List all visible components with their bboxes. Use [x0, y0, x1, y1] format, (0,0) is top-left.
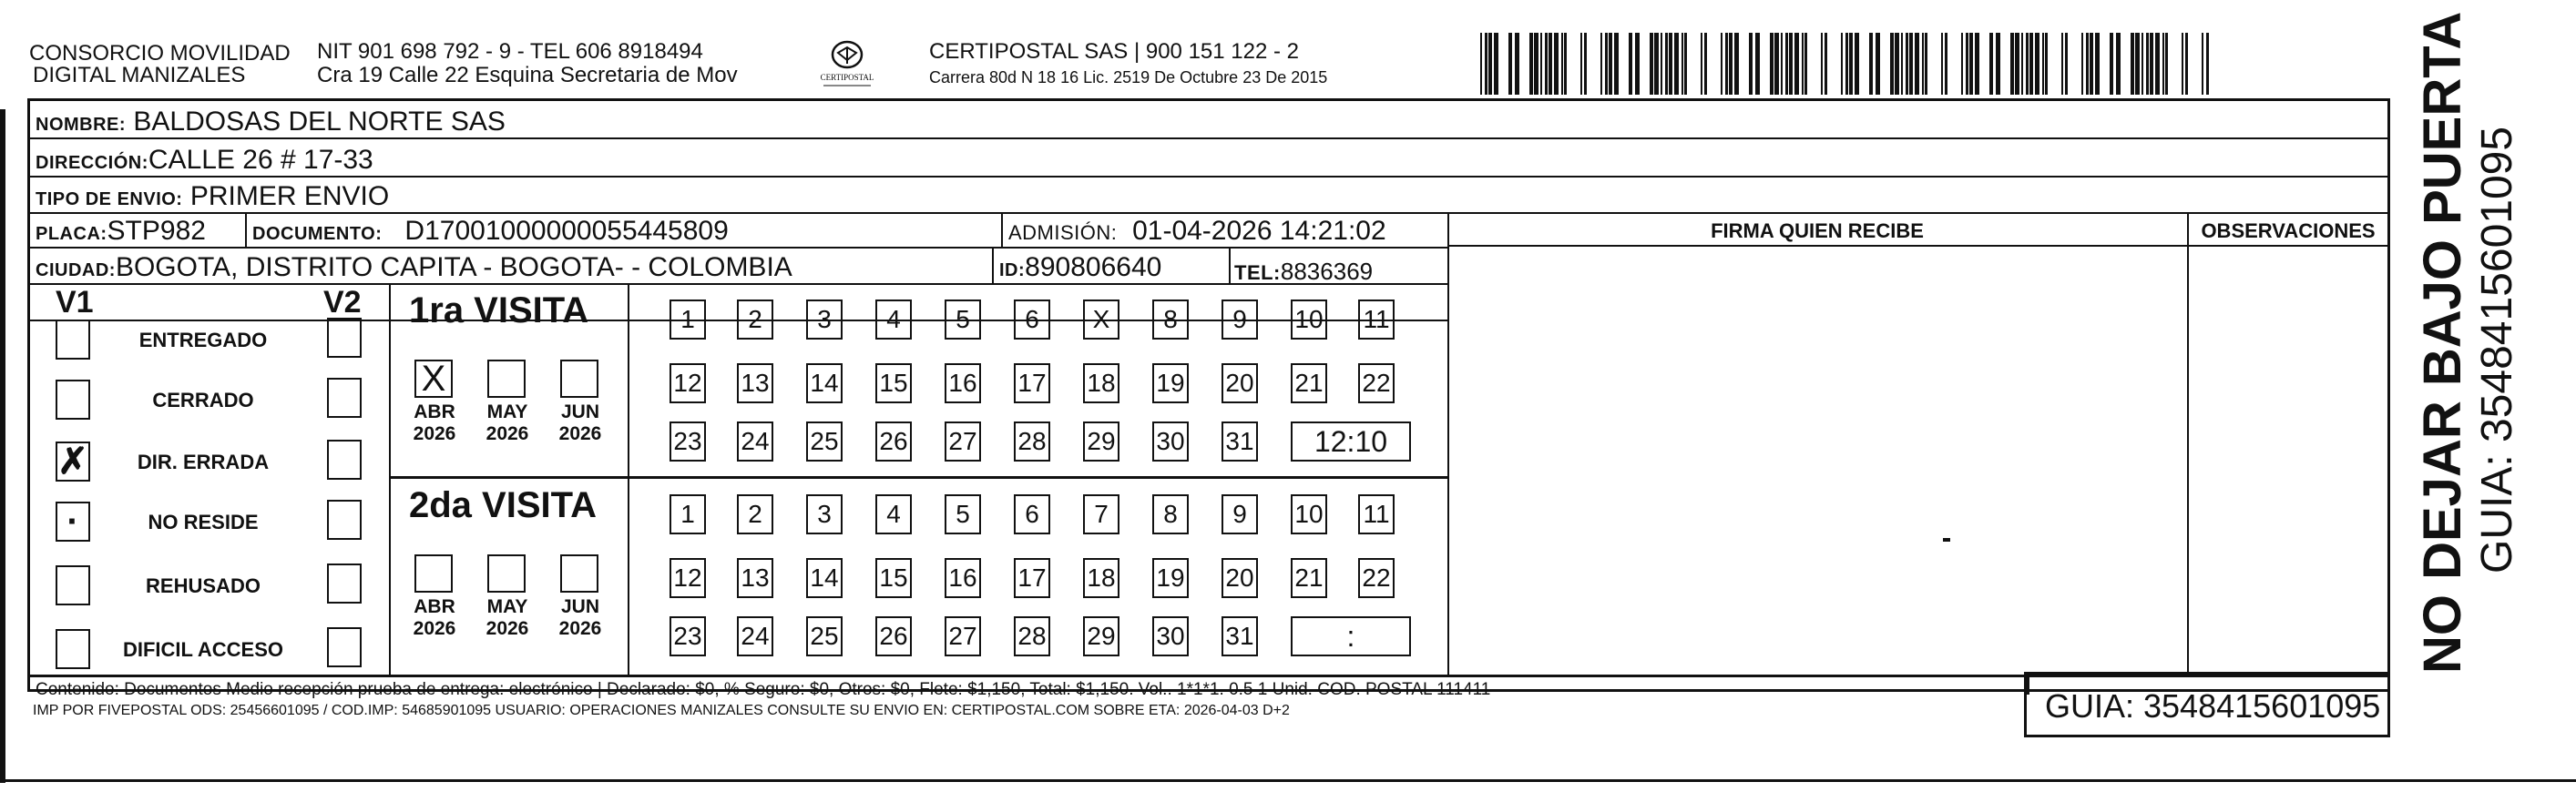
visit2-day-box[interactable]: 5 — [945, 494, 981, 534]
direccion-value: CALLE 26 # 17-33 — [148, 145, 373, 175]
logo-text: CERTIPOSTAL — [820, 73, 874, 82]
visit1-time-box[interactable]: 12:10 — [1291, 421, 1411, 462]
firma-column-header: FIRMA QUIEN RECIBE — [1711, 219, 1924, 242]
visit2-day-box[interactable]: 24 — [737, 616, 773, 656]
status-label: CERRADO — [152, 389, 254, 411]
visit2-title: 2da VISITA — [409, 485, 597, 525]
visit2-day-box[interactable]: 6 — [1014, 494, 1050, 534]
side-warning: NO DEJAR BAJO PUERTA — [2413, 11, 2472, 674]
guia-box-text: GUIA: 3548415601095 — [2045, 687, 2381, 725]
visit1-day-box[interactable]: 22 — [1358, 363, 1395, 403]
visit1-day-box[interactable]: 31 — [1222, 421, 1258, 462]
visit2-day-box[interactable]: 3 — [806, 494, 843, 534]
visit2-day-box[interactable]: 7 — [1083, 494, 1119, 534]
visit1-day-box[interactable]: 16 — [945, 363, 981, 403]
ciudad-value: BOGOTA, DISTRITO CAPITA - BOGOTA- - COLOMBIA — [115, 252, 792, 282]
visit2-day-box[interactable]: 25 — [806, 616, 843, 656]
visit1-day-box[interactable]: 13 — [737, 363, 773, 403]
certipostal-line2: Carrera 80d N 18 16 Lic. 2519 De Octubre 23 De 2015 — [929, 68, 1328, 86]
status-v2-checkbox[interactable] — [327, 440, 362, 480]
side-guia: GUIA: 3548415601095 — [2473, 126, 2521, 574]
visit1-day-box[interactable]: 26 — [875, 421, 912, 462]
documento-label: DOCUMENTO: — [252, 224, 383, 244]
status-v1-checkbox[interactable]: · — [56, 502, 90, 542]
visit1-day-box[interactable]: X — [1083, 300, 1119, 340]
status-v2-checkbox[interactable] — [327, 564, 362, 604]
visit2-month-checkbox[interactable] — [560, 554, 598, 593]
certipostal-logo — [811, 36, 884, 91]
visit1-day-box[interactable]: 17 — [1014, 363, 1050, 403]
visit1-month-checkbox[interactable] — [560, 360, 598, 398]
visit2-month-label: MAY — [486, 596, 528, 617]
visit2-day-box[interactable]: 30 — [1152, 616, 1189, 656]
visit2-day-box[interactable]: 17 — [1014, 558, 1050, 598]
visit2-month-year: 2026 — [558, 618, 602, 639]
visit1-day-box[interactable]: 27 — [945, 421, 981, 462]
admision-label: ADMISIÓN: — [1008, 221, 1118, 244]
visit2-month-checkbox[interactable] — [414, 554, 453, 593]
visit2-month-label: JUN — [560, 596, 599, 617]
side-panel — [2396, 11, 2569, 692]
visit2-day-box[interactable]: 19 — [1152, 558, 1189, 598]
company-nit: NIT 901 698 792 - 9 - TEL 606 8918494 — [317, 39, 703, 64]
status-v1-checkbox[interactable] — [56, 380, 90, 420]
visit1-day-box[interactable]: 25 — [806, 421, 843, 462]
v1-header: V1 — [56, 285, 94, 320]
tel-value: 8836369 — [1280, 258, 1374, 285]
status-v1-checkbox[interactable]: ✗ — [56, 442, 90, 482]
visit1-month-checkbox[interactable] — [487, 360, 526, 398]
visit1-day-box[interactable]: 12 — [670, 363, 706, 403]
certipostal-line1: CERTIPOSTAL SAS | 900 151 122 - 2 — [929, 39, 1299, 64]
visit2-day-box[interactable]: 14 — [806, 558, 843, 598]
status-label: ENTREGADO — [138, 329, 268, 351]
tipo-envio-label: TIPO DE ENVIO: — [36, 189, 183, 209]
left-edge-rule — [0, 109, 5, 783]
visit2-day-box[interactable]: 13 — [737, 558, 773, 598]
placa-label: PLACA: — [36, 224, 107, 244]
footer-imp-line: IMP POR FIVEPOSTAL ODS: 25456601095 / COD.IMP: 54685901095 USUARIO: OPERACIONES MANIZALES CONSULTE SU ENVIO EN: CERTIPOSTAL.COM SOBRE ETA: 2026-04-03 D+2 — [33, 703, 1290, 718]
visit1-month-year: 2026 — [558, 423, 602, 444]
visit1-day-box[interactable]: 6 — [1014, 300, 1050, 340]
visit1-day-box[interactable]: 2 — [737, 300, 773, 340]
visit1-day-box[interactable]: 21 — [1291, 363, 1327, 403]
visit2-month-year: 2026 — [486, 618, 529, 639]
signature-mark — [1943, 538, 1950, 542]
id-value: 890806640 — [1025, 252, 1162, 282]
status-v2-checkbox[interactable] — [327, 500, 362, 540]
visit2-day-box[interactable]: 21 — [1291, 558, 1327, 598]
nombre-value: BALDOSAS DEL NORTE SAS — [133, 107, 506, 137]
visit1-day-box[interactable]: 4 — [875, 300, 912, 340]
visit1-day-box[interactable]: 30 — [1152, 421, 1189, 462]
status-label: DIR. ERRADA — [137, 451, 270, 473]
visit1-day-box[interactable]: 24 — [737, 421, 773, 462]
visit1-day-box[interactable]: 10 — [1291, 300, 1327, 340]
visit2-day-box[interactable]: 27 — [945, 616, 981, 656]
visit1-day-box[interactable]: 5 — [945, 300, 981, 340]
nombre-label: NOMBRE: — [36, 115, 127, 135]
visit2-day-box[interactable]: 4 — [875, 494, 912, 534]
company-address: Cra 19 Calle 22 Esquina Secretaria de Mov — [317, 63, 738, 87]
visit2-day-box[interactable]: 9 — [1222, 494, 1258, 534]
visit2-day-box[interactable]: 10 — [1291, 494, 1327, 534]
visit1-title: 1ra VISITA — [409, 290, 589, 330]
visit1-day-box[interactable]: 28 — [1014, 421, 1050, 462]
status-v1-checkbox[interactable] — [56, 320, 90, 360]
visit2-day-box[interactable]: 31 — [1222, 616, 1258, 656]
visit1-month-label: MAY — [486, 401, 528, 422]
visit2-day-box[interactable]: 28 — [1014, 616, 1050, 656]
id-label: ID: — [999, 260, 1026, 280]
guia-box — [2024, 672, 2390, 737]
visit1-month-label: JUN — [560, 401, 599, 422]
tel-label: TEL: — [1234, 261, 1281, 284]
documento-value: D17001000000055445809 — [404, 216, 729, 246]
visit2-day-box[interactable]: 12 — [670, 558, 706, 598]
visit2-day-box[interactable]: 22 — [1358, 558, 1395, 598]
company-name-line1: CONSORCIO MOVILIDAD — [29, 41, 291, 66]
visit1-day-box[interactable]: 3 — [806, 300, 843, 340]
visit2-day-box[interactable]: 29 — [1083, 616, 1119, 656]
status-v1-checkbox[interactable] — [56, 629, 90, 669]
visit2-day-box[interactable]: 23 — [670, 616, 706, 656]
footer-contenido: Contenido: Documentos Medio recepción prueba de entrega: electrónico | Declarado: $0, % Seguro: $0, Otros: $0, Flete: $1,150, Total: $1,150. Vol.. 1*1*1. 0.5 1 Unid. COD. POSTAL 111411 — [36, 680, 1491, 699]
visit2-day-box[interactable]: 15 — [875, 558, 912, 598]
status-v2-checkbox[interactable] — [327, 378, 362, 418]
bottom-edge-rule — [0, 779, 2576, 782]
visit2-month-year: 2026 — [413, 618, 456, 639]
visit1-day-box[interactable]: 18 — [1083, 363, 1119, 403]
delivery-form — [27, 98, 2390, 699]
visit1-day-box[interactable]: 15 — [875, 363, 912, 403]
visit1-day-box[interactable]: 1 — [670, 300, 706, 340]
visit2-day-box[interactable]: 20 — [1222, 558, 1258, 598]
placa-value: STP982 — [107, 216, 206, 246]
status-v1-checkbox[interactable] — [56, 565, 90, 605]
ciudad-label: CIUDAD: — [36, 260, 116, 280]
visit2-day-box[interactable]: 16 — [945, 558, 981, 598]
visit1-day-box[interactable]: 23 — [670, 421, 706, 462]
visit2-day-box[interactable]: 26 — [875, 616, 912, 656]
visit2-day-box[interactable]: 2 — [737, 494, 773, 534]
visit2-day-box[interactable]: 1 — [670, 494, 706, 534]
observaciones-column-header: OBSERVACIONES — [2201, 219, 2376, 242]
visit1-month-year: 2026 — [486, 423, 529, 444]
tipo-envio-value: PRIMER ENVIO — [189, 181, 390, 211]
company-name-line2: DIGITAL MANIZALES — [33, 63, 246, 87]
visit1-day-box[interactable]: 19 — [1152, 363, 1189, 403]
visit1-day-box[interactable]: 20 — [1222, 363, 1258, 403]
v2-header: V2 — [323, 285, 362, 320]
status-label: NO RESIDE — [148, 511, 259, 533]
visit1-month-label: ABR — [414, 401, 455, 422]
visit2-day-box[interactable]: 8 — [1152, 494, 1189, 534]
visit1-day-box[interactable]: 29 — [1083, 421, 1119, 462]
visit1-day-box[interactable]: 14 — [806, 363, 843, 403]
visit1-day-box[interactable]: 9 — [1222, 300, 1258, 340]
admision-value: 01-04-2026 14:21:02 — [1132, 216, 1386, 246]
status-v2-checkbox[interactable] — [327, 318, 362, 358]
visit2-day-box[interactable]: 11 — [1358, 494, 1395, 534]
visit2-day-box[interactable]: 18 — [1083, 558, 1119, 598]
status-label: DIFICIL ACCESO — [122, 638, 283, 661]
visit2-time-box[interactable]: : — [1291, 616, 1411, 656]
status-v2-checkbox[interactable] — [327, 627, 362, 667]
visit1-month-year: 2026 — [413, 423, 456, 444]
visit1-month-checkbox[interactable]: X — [414, 360, 453, 398]
status-label: REHUSADO — [146, 574, 261, 597]
direccion-label: DIRECCIÓN: — [36, 153, 148, 173]
barcode — [1480, 33, 2209, 95]
visit1-day-box[interactable]: 11 — [1358, 300, 1395, 340]
visit1-day-box[interactable]: 8 — [1152, 300, 1189, 340]
visit2-month-label: ABR — [414, 596, 455, 617]
visit2-month-checkbox[interactable] — [487, 554, 526, 593]
